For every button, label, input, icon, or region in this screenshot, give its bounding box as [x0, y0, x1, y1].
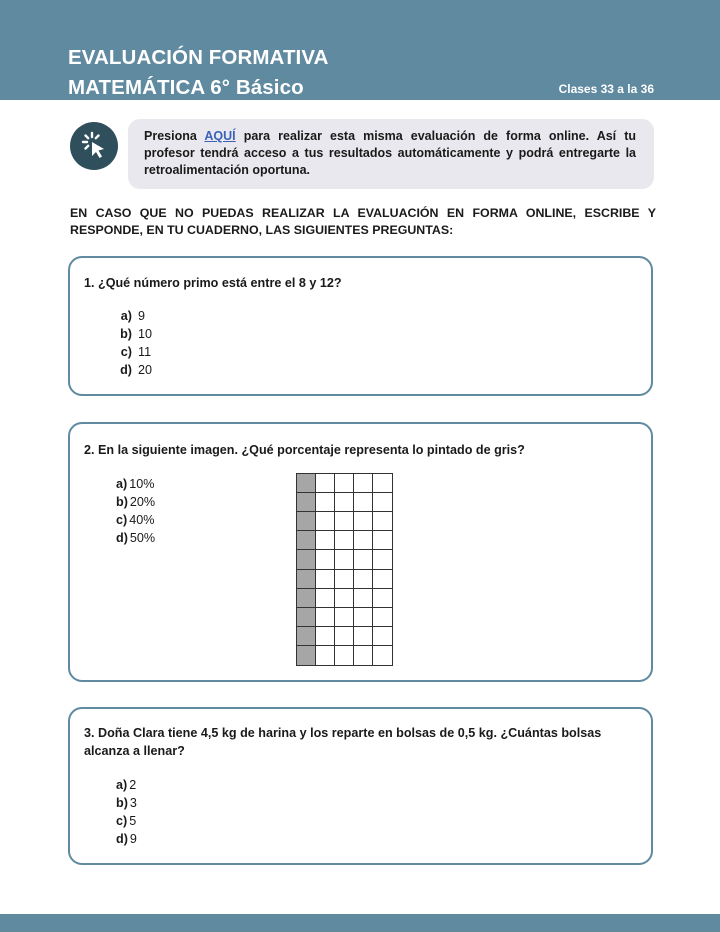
header-title-line2: MATEMÁTICA 6° Básico	[68, 76, 304, 99]
grid-cell	[354, 646, 373, 665]
grid-cell	[373, 550, 392, 569]
grid-cell	[335, 589, 354, 608]
grid-cell	[373, 531, 392, 550]
grid-cell-shaded	[297, 570, 316, 589]
percentage-grid-figure	[296, 473, 393, 666]
grid-cell	[316, 627, 335, 646]
grid-cell	[316, 646, 335, 665]
grid-cell-shaded	[297, 608, 316, 627]
grid-cell	[335, 570, 354, 589]
grid-cell	[316, 550, 335, 569]
grid-cell	[335, 646, 354, 665]
grid-cell	[335, 493, 354, 512]
grid-cell	[335, 550, 354, 569]
grid-cell	[316, 474, 335, 493]
online-link[interactable]: AQUÍ	[204, 129, 236, 143]
option-a[interactable]: a) 9	[120, 309, 146, 323]
grid-cell-shaded	[297, 550, 316, 569]
grid-cell	[354, 589, 373, 608]
grid-cell	[335, 474, 354, 493]
click-cursor-icon	[70, 122, 118, 170]
instructions: EN CASO QUE NO PUEDAS REALIZAR LA EVALUACIÓN EN FORMA ONLINE, ESCRIBE Y RESPONDE, EN TU CUADERNO, LAS SIGUIENTES PREGUNTAS:	[70, 206, 656, 237]
question-1-box	[68, 256, 653, 396]
grid-cell	[316, 531, 335, 550]
option-d[interactable]: d) 20	[120, 363, 153, 377]
grid-cell-shaded	[297, 646, 316, 665]
option-c[interactable]: c) 11	[120, 345, 152, 359]
grid-cell	[316, 608, 335, 627]
option-a[interactable]: a) 2	[116, 778, 137, 792]
option-b[interactable]: b) 3	[116, 796, 137, 810]
grid-cell	[335, 531, 354, 550]
grid-cell	[373, 570, 392, 589]
option-b[interactable]: b) 20%	[116, 495, 156, 509]
grid-cell	[373, 474, 392, 493]
option-c[interactable]: c) 40%	[116, 513, 155, 527]
grid-cell	[354, 608, 373, 627]
option-c[interactable]: c) 5	[116, 814, 137, 828]
grid-cell	[373, 608, 392, 627]
grid-cell	[354, 550, 373, 569]
grid-cell	[316, 570, 335, 589]
grid-cell	[335, 512, 354, 531]
grid-cell	[335, 627, 354, 646]
grid-cell	[373, 646, 392, 665]
option-b[interactable]: b) 10	[120, 327, 153, 341]
header-classes: Clases 33 a la 36	[558, 82, 654, 96]
question-2-options	[116, 475, 155, 547]
grid-cell	[354, 570, 373, 589]
grid-cell	[354, 474, 373, 493]
question-1-text: 1. ¿Qué número primo está entre el 8 y 12?	[84, 276, 342, 290]
grid-cell-shaded	[297, 531, 316, 550]
grid-cell-shaded	[297, 512, 316, 531]
grid-cell-shaded	[297, 474, 316, 493]
grid-cell	[354, 493, 373, 512]
question-2-box	[68, 422, 653, 682]
grid-cell	[354, 531, 373, 550]
grid-cell	[373, 627, 392, 646]
question-1-options	[116, 307, 152, 379]
grid-cell	[354, 627, 373, 646]
grid-cell-shaded	[297, 627, 316, 646]
question-2-text: 2. En la siguiente imagen. ¿Qué porcentaje representa lo pintado de gris?	[84, 443, 525, 457]
question-3-text: 3. Doña Clara tiene 4,5 kg de harina y los reparte en bolsas de 0,5 kg. ¿Cuántas bolsas alcanza a llenar?	[84, 726, 602, 758]
grid-cell	[316, 589, 335, 608]
grid-cell-shaded	[297, 589, 316, 608]
option-d[interactable]: d) 9	[116, 832, 137, 846]
online-notice-text: Presiona AQUÍ para realizar esta misma evaluación de forma online. Así tu profesor tendrá acceso a tus resultados automáticamente y podrá entregarte la retroalimentación oportuna.	[144, 129, 637, 177]
online-notice	[128, 119, 654, 189]
grid-cell	[316, 512, 335, 531]
grid-cell	[335, 608, 354, 627]
option-d[interactable]: d) 50%	[116, 531, 156, 545]
grid-cell	[373, 589, 392, 608]
question-3-box	[68, 707, 653, 865]
grid-cell	[316, 493, 335, 512]
page-header	[0, 0, 720, 100]
option-a[interactable]: a) 10%	[116, 477, 155, 491]
question-3-options	[116, 776, 137, 848]
grid-cell	[373, 493, 392, 512]
grid-cell	[373, 512, 392, 531]
page-footer-bar	[0, 914, 720, 932]
grid-cell-shaded	[297, 493, 316, 512]
grid-cell	[354, 512, 373, 531]
header-title-line1: EVALUACIÓN FORMATIVA	[68, 46, 329, 69]
